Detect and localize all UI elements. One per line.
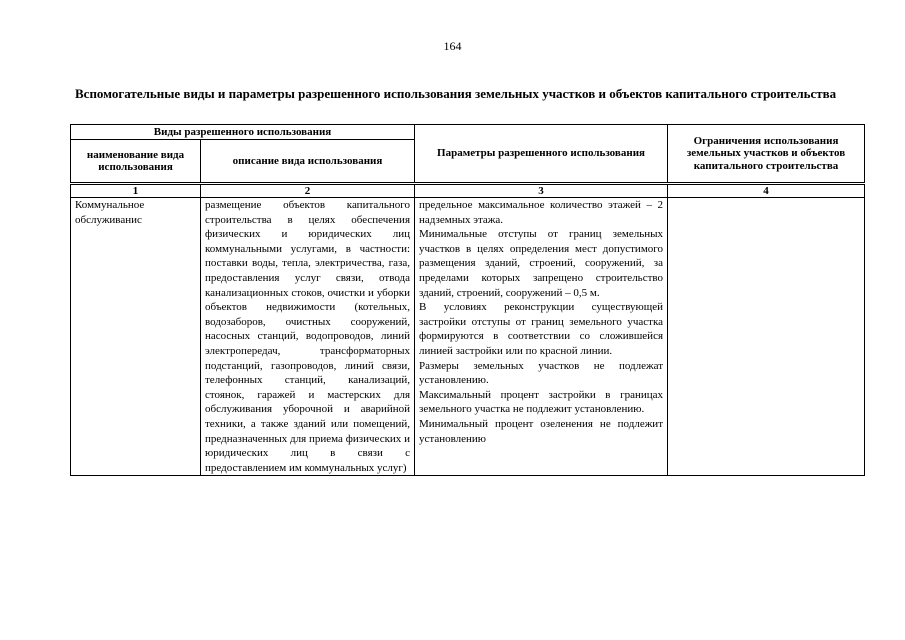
- params-paragraph: В условиях реконструкции существующей застройки отступы от границ земельного участка формируются в соответствии со сложившейся линией застройки или по красной линии.: [419, 301, 664, 357]
- header-limits: Ограничения использования земельных участков и объектов капитального строительства: [668, 125, 865, 184]
- params-paragraph: предельное максимальное количество этажей – 2 надземных этажа.: [419, 199, 664, 226]
- params-paragraph: Минимальный процент озеленения не подлежит установлению: [419, 417, 664, 445]
- header-params: Параметры разрешенного использования: [415, 125, 668, 184]
- header-group-permitted-use: Виды разрешенного использования: [71, 125, 415, 140]
- land-use-parameters-table: [70, 124, 865, 476]
- limits-cell: [668, 198, 865, 476]
- params-paragraph: Максимальный процент застройки в границах земельного участка не подлежит установлению.: [419, 388, 664, 416]
- header-use-name: наименование вида использования: [71, 140, 201, 184]
- column-number: 2: [201, 184, 415, 198]
- table-row: [71, 198, 865, 476]
- column-number: 1: [71, 184, 201, 198]
- header-use-description: описание вида использования: [201, 140, 415, 184]
- use-name-cell: Коммунальное обслуживанис: [71, 198, 201, 476]
- document-title: Вспомогательные виды и параметры разрешенного использования земельных участков и объектов капитального строительства: [75, 86, 837, 101]
- params-cell: [415, 198, 668, 476]
- column-number: 3: [415, 184, 668, 198]
- params-paragraph: Размеры земельных участков не подлежат установлению.: [419, 359, 664, 387]
- column-number: 4: [668, 184, 865, 198]
- page-number: 164: [443, 39, 462, 53]
- use-description-cell: размещение объектов капитального строительства в целях обеспечения физических и юридических лиц коммунальными услугами, в частности: поставки воды, тепла, электричества, газа, предоставления услуг связи, отвода канализационных стоков, очистки и уборки объектов недвижимости (котельных, водозаборов, очистных сооружений, насосных станций, водопроводов, линий электропередач, трансформаторных подстанций, газопроводов, линий связи, телефонных станций, канализаций, стоянок, гаражей и мастерских для обслуживания уборочной и аварийной техники, а также зданий или помещений, предназначенных для приема физических и юридических лиц в связи с предоставлением им коммунальных услуг): [201, 198, 415, 476]
- column-number-row: [71, 184, 865, 198]
- params-paragraph: Минимальные отступы от границ земельных участков в целях определения мест допустимого размещения зданий, строений, сооружений, за пределами которых запрещено строительство зданий, строений, сооружений – 0,5 м.: [419, 228, 664, 299]
